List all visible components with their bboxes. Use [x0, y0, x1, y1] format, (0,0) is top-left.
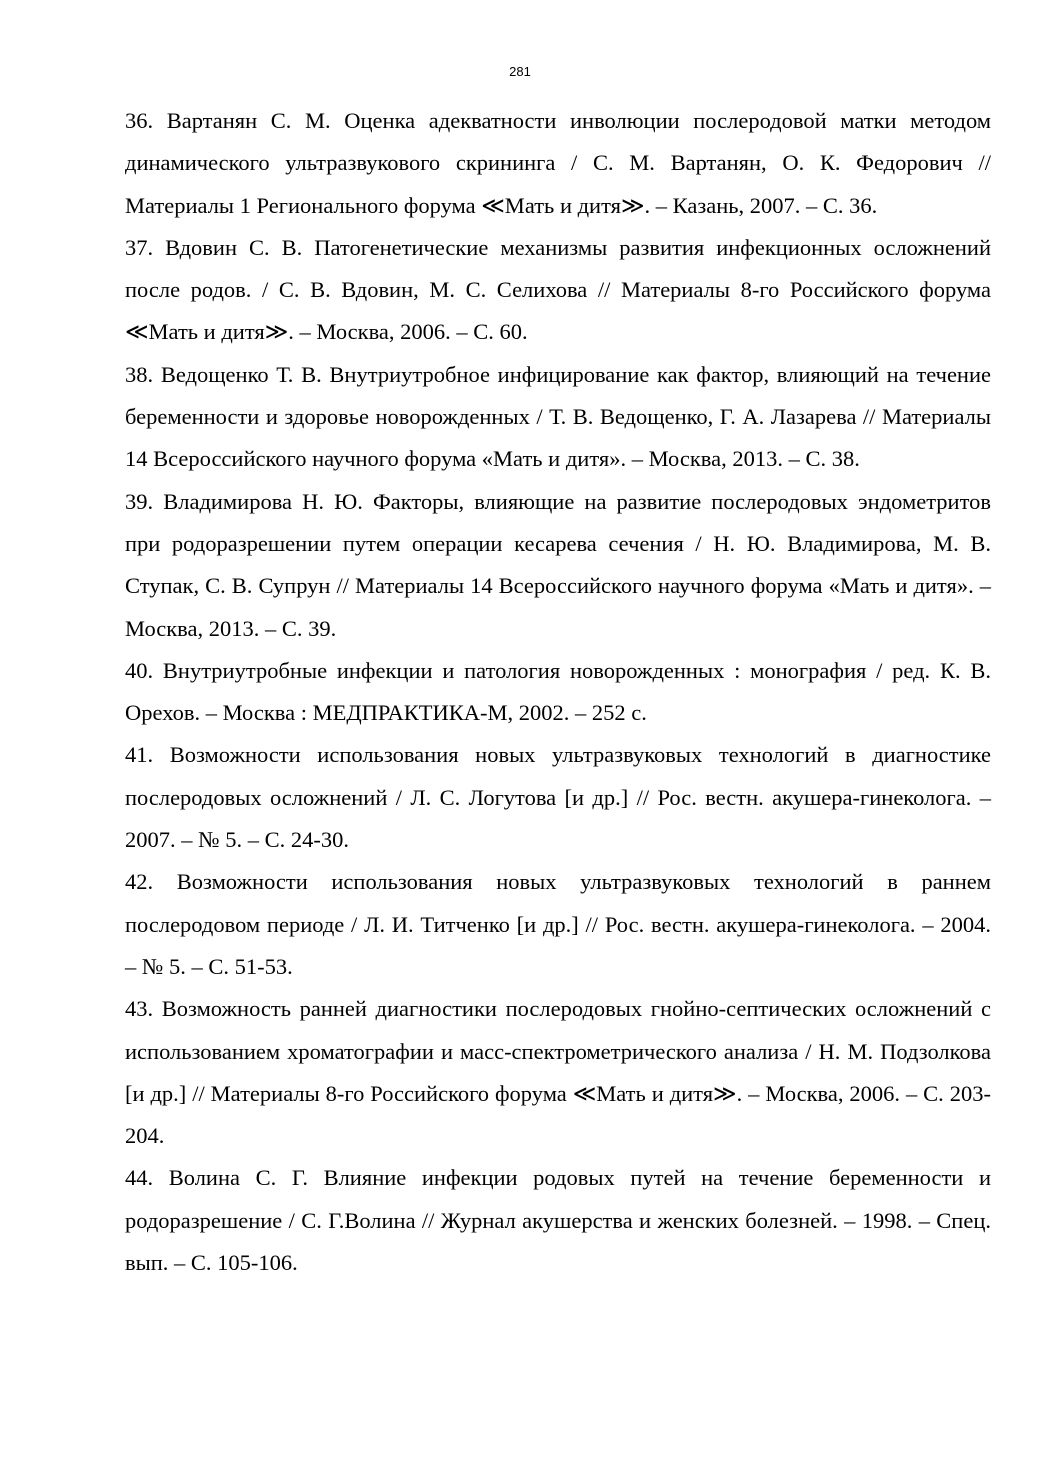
reference-item-37: 37. Вдовин С. В. Патогенетические механизмы развития инфекционных осложнений после родов. / С. В. Вдовин, М. С. Селихова // Материалы 8-го Российского форума ≪Мать и дитя≫. – Москва, 2006. – С. 60.: [125, 234, 991, 345]
reference-item-38: 38. Ведощенко Т. В. Внутриутробное инфицирование как фактор, влияющий на течение беременности и здоровье новорожденных / Т. В. Ведощенко, Г. А. Лазарева // Материалы 14 Всероссийского научного форума «Мать и дитя». – Москва, 2013. – С. 38.: [125, 361, 991, 472]
reference-item-42: 42. Возможности использования новых ультразвуковых технологий в раннем послеродовом периоде / Л. И. Титченко [и др.] // Рос. вестн. акушера-гинеколога. – 2004. – № 5. – С. 51-53.: [125, 869, 991, 979]
reference-item-40: 40. Внутриутробные инфекции и патология новорожденных : монография / ред. К. В. Орехов. – Москва : МЕДПРАКТИКА-М, 2002. – 252 с.: [125, 657, 991, 726]
reference-item-44: 44. Волина С. Г. Влияние инфекции родовых путей на течение беременности и родоразрешение / С. Г.Волина // Журнал акушерства и женских болезней. – 1998. – Спец. вып. – С. 105-106.: [125, 1165, 991, 1276]
reference-item-39: 39. Владимирова Н. Ю. Факторы, влияющие на развитие послеродовых эндометритов при родоразрешении путем операции кесарева сечения / Н. Ю. Владимирова, М. В. Ступак, С. В. Супрун // Материалы 14 Всероссийского научного форума «Мать и дитя». – Москва, 2013. – С. 39.: [125, 488, 991, 641]
reference-item-43: 43. Возможность ранней диагностики послеродовых гнойно-септических осложнений с использованием хроматографии и масс-спектрометрического анализа / Н. М. Подзолкова [и др.] // Материалы 8-го Российского форума ≪Мать и дитя≫. – Москва, 2006. – С. 203-204.: [125, 996, 991, 1149]
reference-list: [125, 100, 991, 1284]
page-number: 281: [509, 64, 531, 79]
reference-item-36: 36. Вартанян С. М. Оценка адекватности инволюции послеродовой матки методом динамического ультразвукового скрининга / С. М. Вартанян, О. К. Федорович // Материалы 1 Регионального форума ≪Мать и дитя≫. – Казань, 2007. – С. 36.: [125, 108, 991, 218]
reference-item-41: 41. Возможности использования новых ультразвуковых технологий в диагностике послеродовых осложнений / Л. С. Логутова [и др.] // Рос. вестн. акушера-гинеколога. – 2007. – № 5. – С. 24-30.: [125, 742, 991, 853]
